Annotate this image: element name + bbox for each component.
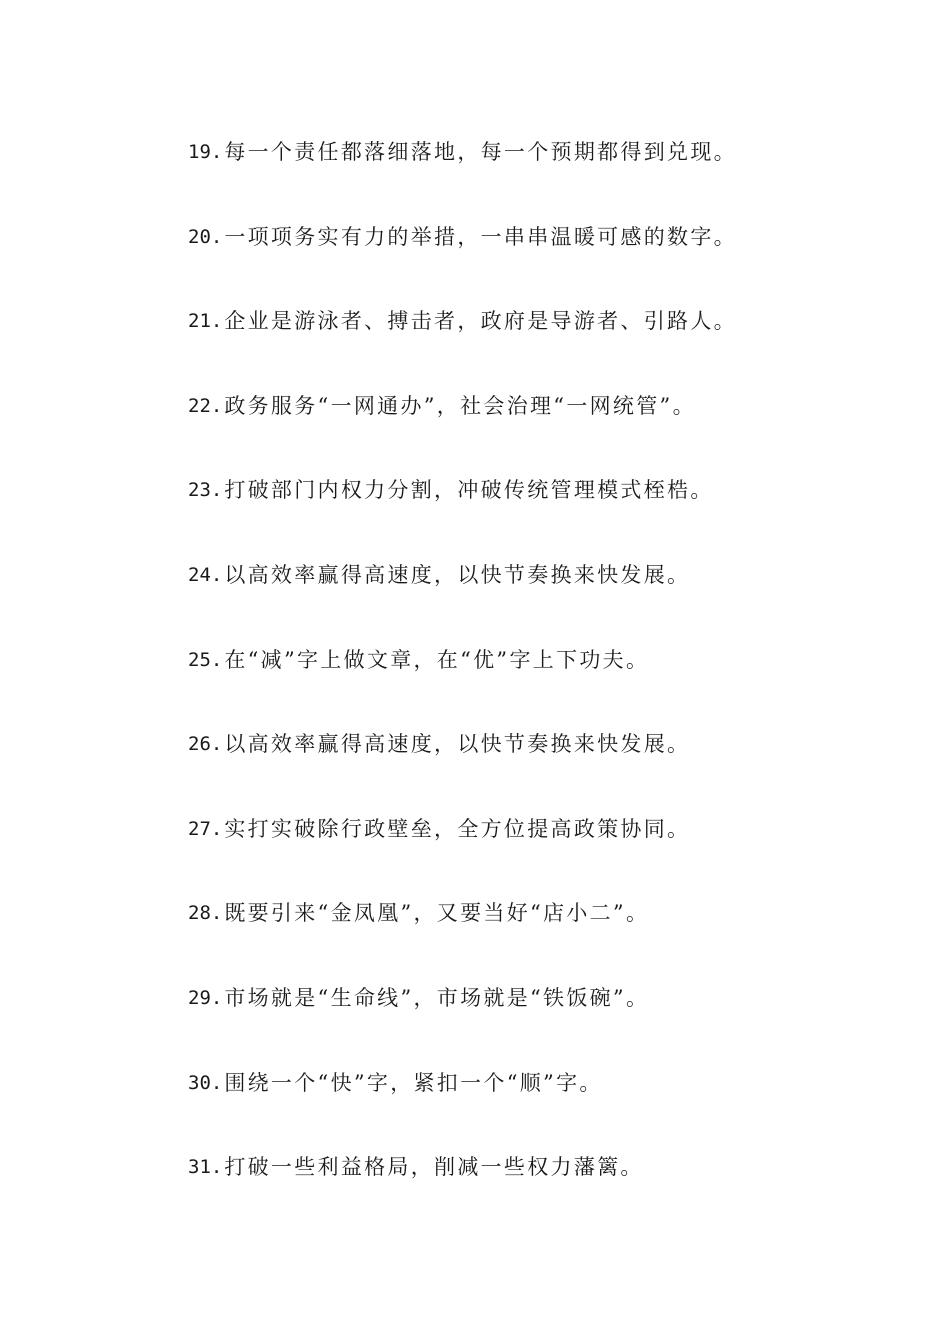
item-number: 29. [188, 986, 223, 1009]
list-item [188, 136, 888, 221]
numbered-list [188, 136, 888, 1236]
list-item [188, 390, 888, 475]
list-item [188, 897, 888, 982]
item-text: 在“减”字上做文章，在“优”字上下功夫。 [224, 647, 650, 672]
item-text: 政务服务“一网通办”，社会治理“一网统管”。 [224, 393, 696, 418]
list-item [188, 813, 888, 898]
item-number: 28. [188, 902, 223, 925]
list-item [188, 644, 888, 729]
item-text: 一项项务实有力的举措，一串串温暖可感的数字。 [224, 224, 737, 249]
item-number: 20. [188, 225, 223, 248]
item-text: 以高效率赢得高速度，以快节奏换来快发展。 [224, 732, 691, 757]
item-number: 25. [188, 648, 223, 671]
item-number: 30. [188, 1071, 223, 1094]
item-text: 打破部门内权力分割，冲破传统管理模式桎梏。 [224, 478, 714, 503]
item-number: 24. [188, 563, 223, 586]
item-text: 以高效率赢得高速度，以快节奏换来快发展。 [224, 562, 691, 587]
item-text: 市场就是“生命线”，市场就是“铁饭碗”。 [224, 985, 650, 1010]
list-item [188, 728, 888, 813]
list-item [188, 982, 888, 1067]
list-item [188, 305, 888, 390]
list-item [188, 1151, 888, 1236]
item-number: 22. [188, 394, 223, 417]
item-text: 既要引来“金凤凰”，又要当好“店小二”。 [224, 901, 650, 926]
item-number: 27. [188, 817, 223, 840]
item-text: 围绕一个“快”字，紧扣一个“顺”字。 [224, 1070, 603, 1095]
list-item [188, 559, 888, 644]
item-number: 21. [188, 310, 223, 333]
item-text: 打破一些利益格局，削减一些权力藩篱。 [224, 1155, 644, 1180]
item-text: 每一个责任都落细落地，每一个预期都得到兑现。 [224, 140, 737, 164]
item-number: 23. [188, 479, 223, 502]
item-text: 企业是游泳者、搏击者，政府是导游者、引路人。 [224, 309, 737, 334]
list-item [188, 221, 888, 306]
list-item [188, 1067, 888, 1152]
item-text: 实打实破除行政壁垒，全方位提高政策协同。 [224, 816, 691, 841]
item-number: 31. [188, 1156, 223, 1179]
item-number: 19. [188, 141, 223, 163]
item-number: 26. [188, 733, 223, 756]
list-item [188, 474, 888, 559]
